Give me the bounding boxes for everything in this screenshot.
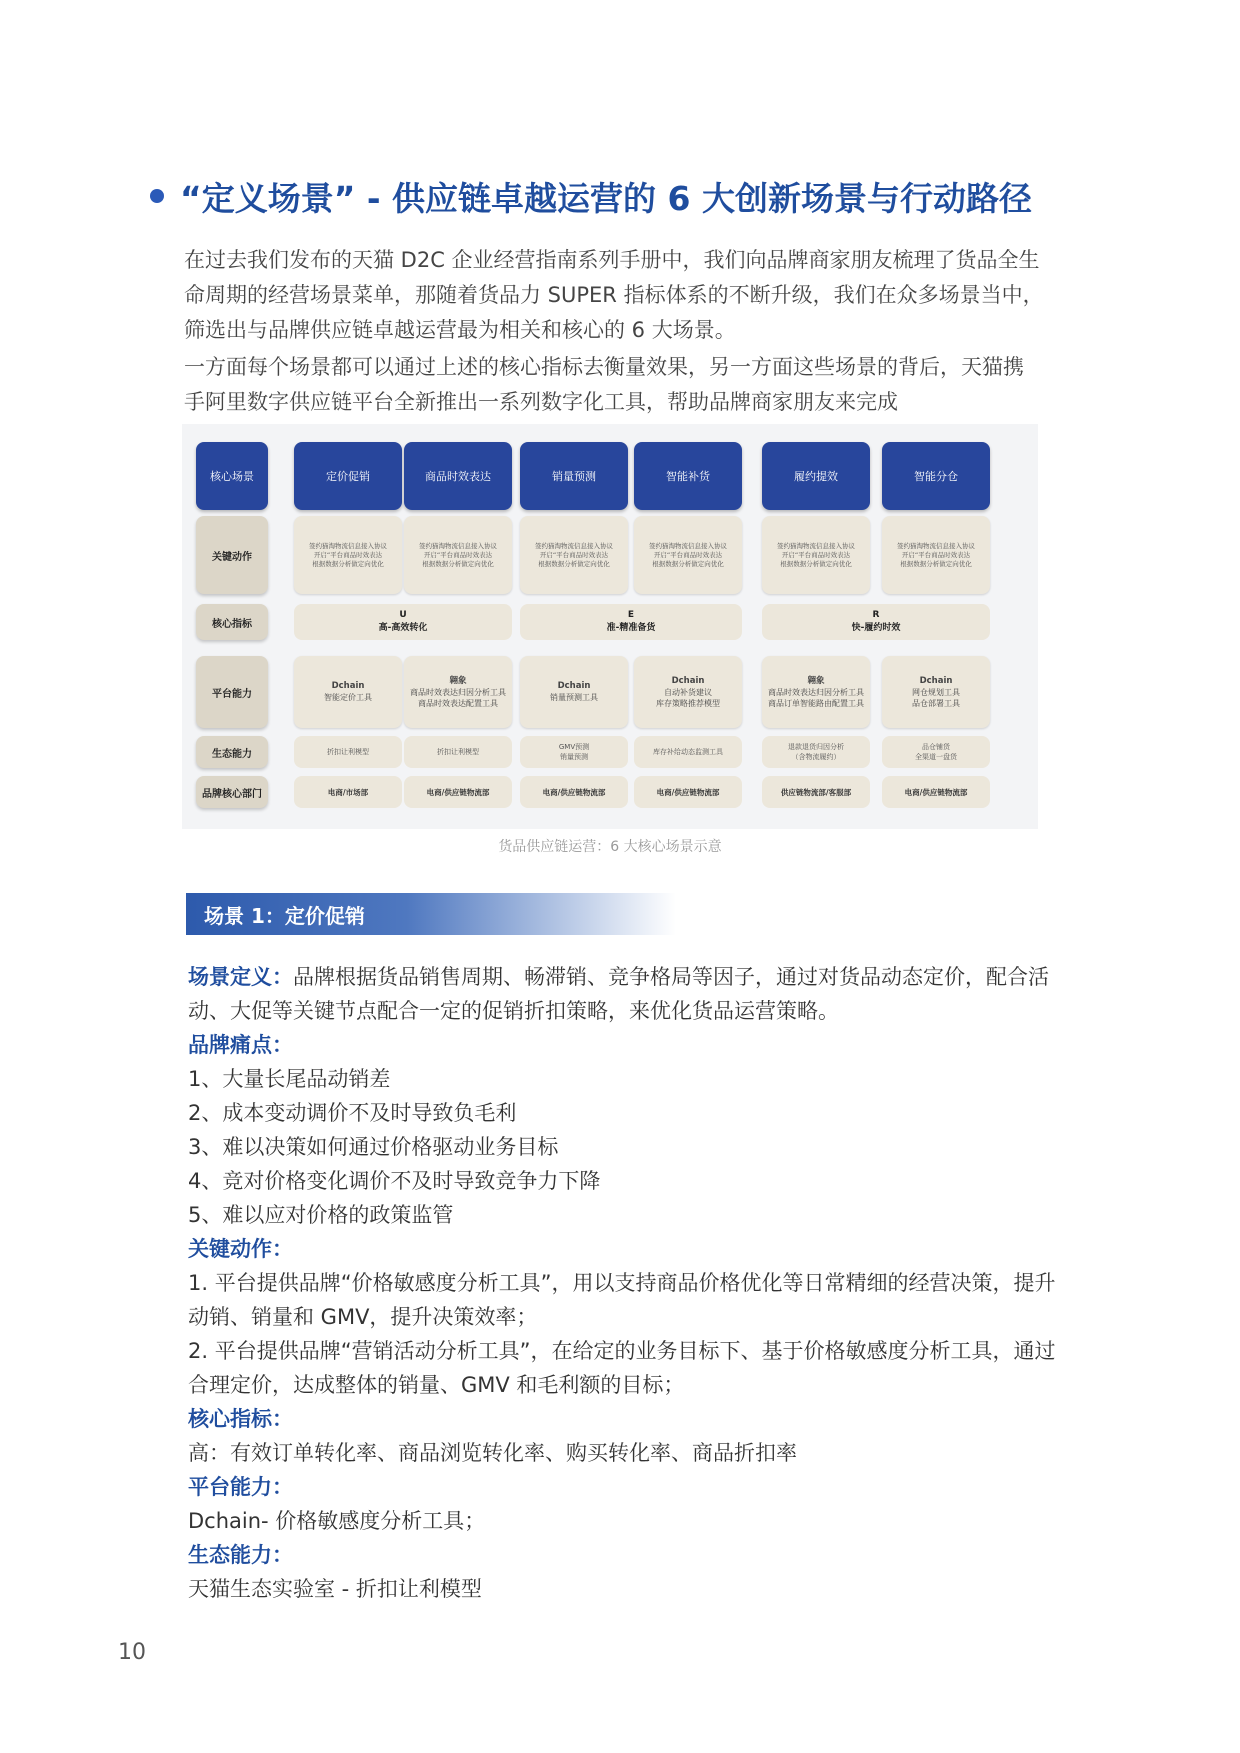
department-text: 电商/市场部	[327, 787, 369, 797]
action-line: 签约猫淘物流信息接入协议	[535, 541, 613, 550]
action-line: 开启“平台商品时效表达	[539, 550, 609, 559]
action-line: 签约猫淘物流信息接入协议	[897, 541, 975, 550]
action-line: 开启“平台商品时效表达	[313, 550, 383, 559]
scene-header	[520, 442, 628, 510]
platform-title: Dchain	[557, 681, 591, 691]
intro-paragraph-1: 在过去我们发布的天猫 D2C 企业经营指南系列手册中，我们向品牌商家朋友梳理了货品全生命周期的经营场景菜单，那随着货品力 SUPER 指标体系的不断升级，我们在众多场景当中，筛选出与品牌供应链卓越运营最为相关和核心的 6 大场景。	[184, 248, 1044, 342]
department-text: 电商/供应链物流部	[656, 787, 720, 797]
page-title: “定义场景” - 供应链卓越运营的 6 大创新场景与行动路径	[180, 178, 1032, 218]
department-cell	[404, 776, 512, 808]
ecosystem-cell	[882, 736, 990, 768]
metric-cell	[520, 604, 742, 640]
scene-header	[294, 442, 402, 510]
platform-title: 翱象	[807, 675, 825, 686]
department-cell	[294, 776, 402, 808]
metric-text: 准-精准备货	[606, 623, 656, 633]
platform-line: 品仓部署工具	[912, 698, 960, 708]
action-line: 根据数据分析做定向优化	[312, 559, 384, 568]
ecosystem-cell	[520, 736, 628, 768]
definition-text: 品牌根据货品销售周期、畅滞销、竞争格局等因子，通过对货品动态定价，配合活动、大促等关键节点配合一定的促销折扣策略，来优化货品运营策略。	[188, 965, 1049, 1023]
scene-header	[882, 442, 990, 510]
row-label	[196, 776, 268, 808]
intro-paragraph-2: 一方面每个场景都可以通过上述的核心指标去衡量效果，另一方面这些场景的背后，天猫携手阿里数字供应链平台全新推出一系列数字化工具，帮助品牌商家朋友来完成	[184, 355, 1024, 414]
department-cell	[520, 776, 628, 808]
scene-header-text: 定价促销	[326, 470, 370, 483]
action-line: 开启“平台商品时效表达	[901, 550, 971, 559]
action-item: 2. 平台提供品牌“营销活动分析工具”，在给定的业务目标下、基于价格敏感度分析工具，通过合理定价，达成整体的销量、GMV 和毛利额的目标；	[188, 1339, 1056, 1397]
ecosystem-line: GMV预测	[558, 743, 590, 751]
action-label: 关键动作：	[188, 1237, 293, 1261]
platform-line: 销量预测工具	[550, 693, 598, 702]
platform-title: Dchain	[331, 681, 365, 691]
row-label-text: 核心指标	[212, 618, 252, 630]
action-line: 根据数据分析做定向优化	[900, 559, 972, 568]
platform-cell	[762, 656, 870, 728]
action-line: 开启“平台商品时效表达	[423, 550, 493, 559]
platform-title: 翱象	[449, 675, 467, 686]
scene-header-text: 销量预测	[552, 470, 596, 483]
scene-header-text: 智能分仓	[914, 470, 958, 483]
metric-text: 快-履约时效	[851, 623, 901, 633]
department-text: 电商/供应链物流部	[426, 787, 490, 797]
eco-label: 生态能力：	[188, 1543, 293, 1567]
platform-title: Dchain	[671, 675, 705, 686]
platform-cell	[404, 656, 512, 728]
action-line: 根据数据分析做定向优化	[422, 559, 494, 568]
row-label-text: 关键动作	[212, 551, 252, 563]
row-label	[196, 736, 268, 768]
platform-line: 商品时效表达配置工具	[418, 698, 498, 708]
figure-caption: 货品供应链运营：6 大核心场景示意	[498, 839, 722, 855]
metric-text: 高：有效订单转化率、商品浏览转化率、购买转化率、商品折扣率	[188, 1441, 797, 1465]
ecosystem-cell	[294, 736, 402, 768]
metric-letter: E	[627, 610, 635, 620]
department-cell	[634, 776, 742, 808]
metric-text: 高-高效转化	[378, 623, 428, 633]
row-label-text: 生态能力	[212, 748, 252, 760]
page-number: 10	[118, 1640, 146, 1665]
action-cell	[520, 516, 628, 594]
action-cell	[882, 516, 990, 594]
platform-line: 商品订单智能路由配置工具	[768, 698, 864, 708]
action-line: 根据数据分析做定向优化	[780, 559, 852, 568]
platform-line: 库存策略推荐模型	[656, 698, 720, 708]
pain-item: 2、成本变动调价不及时导致负毛利	[188, 1101, 517, 1125]
ecosystem-line: 退款退货归因分析	[788, 743, 844, 751]
row-label-text: 核心场景	[210, 470, 254, 483]
pain-item: 1、大量长尾品动销差	[188, 1067, 391, 1091]
row-label	[196, 516, 268, 594]
department-cell	[762, 776, 870, 808]
scene-header	[404, 442, 512, 510]
platform-text: Dchain- 价格敏感度分析工具；	[188, 1509, 486, 1533]
row-label	[196, 656, 268, 728]
department-text: 电商/供应链物流部	[542, 787, 606, 797]
department-text: 供应链物流部/客服部	[780, 787, 852, 797]
scene-heading-bar	[186, 893, 676, 935]
row-label	[196, 604, 268, 640]
platform-cell	[294, 656, 402, 728]
platform-label: 平台能力：	[188, 1475, 293, 1499]
platform-line: 网仓规划工具	[912, 687, 960, 697]
metric-letter: R	[872, 610, 880, 620]
ecosystem-cell	[634, 736, 742, 768]
action-line: 开启“平台商品时效表达	[781, 550, 851, 559]
platform-cell	[882, 656, 990, 728]
department-text: 电商/供应链物流部	[904, 787, 968, 797]
scene-body	[188, 960, 1068, 1606]
action-line: 签约猫淘物流信息接入协议	[649, 541, 727, 550]
pain-label: 品牌痛点：	[188, 1033, 293, 1057]
action-line: 签约猫淘物流信息接入协议	[419, 541, 497, 550]
platform-line: 自动补货建议	[664, 687, 712, 697]
pain-item: 4、竞对价格变化调价不及时导致竞争力下降	[188, 1169, 601, 1193]
title-bullet-icon	[150, 189, 164, 203]
row-label	[196, 442, 268, 510]
ecosystem-line: 销量预测	[560, 753, 588, 761]
platform-title: Dchain	[919, 675, 953, 686]
ecosystem-line: 折扣让利模型	[437, 748, 479, 756]
scene-header-text: 履约提效	[794, 470, 838, 483]
ecosystem-line: 品仓铺货	[922, 743, 950, 751]
metric-cell	[762, 604, 990, 640]
ecosystem-cell	[404, 736, 512, 768]
scene-heading: 场景 1：定价促销	[204, 903, 365, 928]
scene-header-text: 智能补货	[666, 470, 710, 483]
action-cell	[294, 516, 402, 594]
scene-header	[762, 442, 870, 510]
action-line: 根据数据分析做定向优化	[538, 559, 610, 568]
ecosystem-line: 库存补给动态监测工具	[653, 748, 723, 756]
row-label-text: 品牌核心部门	[202, 788, 262, 800]
section-title	[150, 170, 1150, 222]
ecosystem-cell	[762, 736, 870, 768]
definition-paragraph	[188, 960, 1068, 1028]
eco-text: 天猫生态实验室 - 折扣让利模型	[188, 1577, 482, 1601]
scene-header	[634, 442, 742, 510]
action-cell	[762, 516, 870, 594]
scene-header-text: 商品时效表达	[425, 470, 491, 483]
ecosystem-line: 全渠道一盘货	[915, 753, 957, 761]
platform-cell	[520, 656, 628, 728]
scenario-matrix-figure	[182, 424, 1038, 829]
ecosystem-line: （含物流履约）	[791, 753, 841, 761]
metric-cell	[294, 604, 512, 640]
action-cell	[404, 516, 512, 594]
pain-item: 5、难以应对价格的政策监管	[188, 1203, 454, 1227]
platform-cell	[634, 656, 742, 728]
action-line: 开启“平台商品时效表达	[653, 550, 723, 559]
department-cell	[882, 776, 990, 808]
ecosystem-line: 折扣让利模型	[327, 748, 369, 756]
platform-line: 商品时效表达归因分析工具	[768, 687, 864, 697]
metric-letter: U	[399, 610, 407, 620]
action-line: 根据数据分析做定向优化	[652, 559, 724, 568]
pain-item: 3、难以决策如何通过价格驱动业务目标	[188, 1135, 559, 1159]
action-item: 1. 平台提供品牌“价格敏感度分析工具”，用以支持商品价格优化等日常精细的经营决策，提升动销、销量和 GMV，提升决策效率；	[188, 1271, 1056, 1329]
platform-line: 商品时效表达归因分析工具	[410, 687, 506, 697]
row-label-text: 平台能力	[212, 688, 252, 700]
action-line: 签约猫淘物流信息接入协议	[777, 541, 855, 550]
action-line: 签约猫淘物流信息接入协议	[309, 541, 387, 550]
platform-line: 智能定价工具	[324, 693, 372, 702]
definition-label: 场景定义：	[188, 965, 293, 989]
action-cell	[634, 516, 742, 594]
metric-label: 核心指标：	[188, 1407, 293, 1431]
